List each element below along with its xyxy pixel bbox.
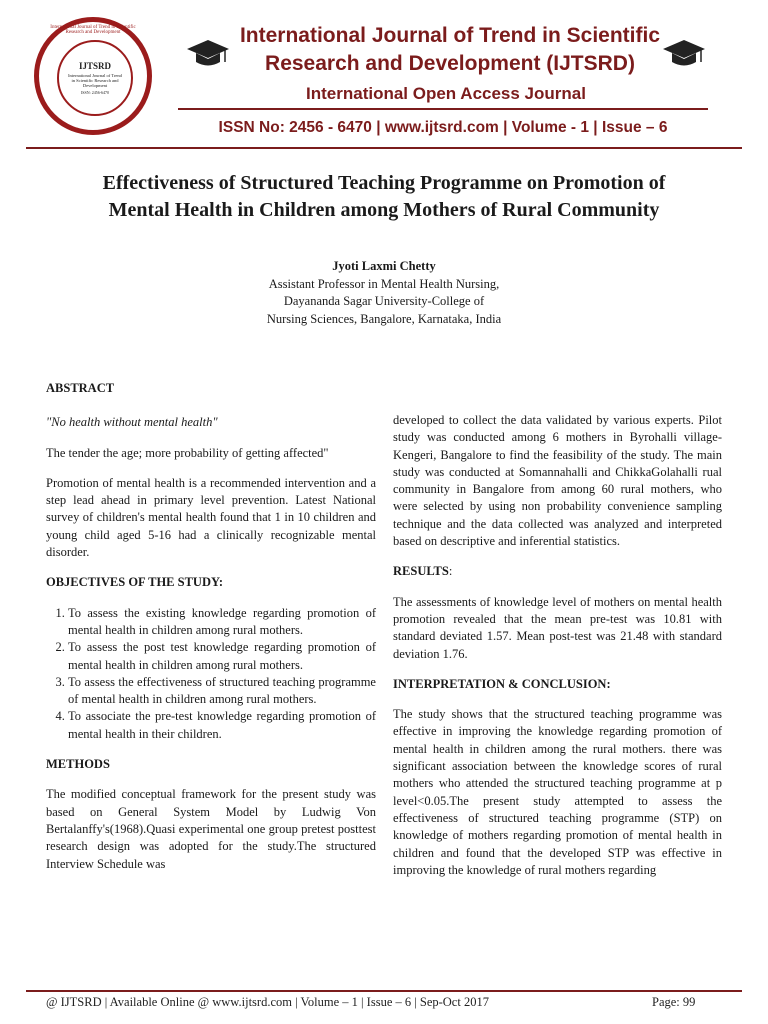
objective-item: 4. To associate the pre-test knowledge regarding promotion of mental health in their children. bbox=[68, 708, 376, 743]
open-access-label: International Open Access Journal bbox=[306, 84, 586, 103]
logo-ring-text: International Journal of Trend in Scientific Research and Development bbox=[50, 25, 136, 35]
title-line1: Effectiveness of Structured Teaching Programme on Promotion of bbox=[102, 172, 666, 194]
affiliation-line2: Dayananda Sagar University-College of bbox=[283, 294, 485, 308]
left-column bbox=[46, 380, 376, 873]
results-colon: : bbox=[448, 564, 453, 579]
abstract-paragraph-1: The tender the age; more probability of getting affected" bbox=[46, 445, 329, 460]
objective-item: 2. To assess the post test knowledge regarding promotion of mental health in children among rural mothers. bbox=[68, 639, 376, 674]
logo-subtext: International Journal of Trend in Scientific Research and Development bbox=[68, 73, 122, 88]
header-bottom-divider bbox=[26, 147, 742, 149]
results-text: The assessments of knowledge level of mothers on mental health promotion revealed that the mean pre-test was 10.81 with standard deviated 1.57. Mean post-test was 21.48 with standard deviation 1.76. bbox=[393, 594, 722, 661]
objectives-list bbox=[46, 605, 376, 743]
results-heading: RESULTS bbox=[393, 564, 449, 579]
paper-title bbox=[30, 170, 738, 224]
methods-continued: developed to collect the data validated by various experts. Pilot study was conducted among 6 mothers in Byrohalli village-Kengeri, Bangalore to find the feasibility of the study. The main study was conducted at Somannahalli and ChikkaGolahalli rual community in Bangalore from among 60 rural mothers, who were selected by using non probability convenience sampling technique and the data collected was analyzed and interpreted based on descriptive and inferential statistics. bbox=[393, 413, 722, 549]
objective-item: 3. To assess the effectiveness of structured teaching programme of mental health in children among rural mothers. bbox=[68, 674, 376, 709]
header-divider bbox=[178, 108, 708, 110]
logo-acronym: IJTSRD bbox=[78, 61, 111, 71]
author-block bbox=[184, 258, 584, 328]
right-column bbox=[393, 412, 722, 879]
interpretation-text: The study shows that the structured teaching programme was effective in improving the knowledge regarding promotion of mental health in children among the rural mothers. there was significant association between the knowledge scores of rural mothers who attended the structured teaching programme at p level<0.05.The present study attempted to assess the effectiveness of structured teaching programme (STP) on knowledge of mothers regarding promotion of mental health in children and found that the developed STP was effective in improving the knowledge of rural mothers regarding bbox=[393, 707, 722, 877]
logo-inner bbox=[57, 40, 133, 116]
journal-name-line1: International Journal of Trend in Scientific bbox=[239, 24, 661, 47]
methods-heading: METHODS bbox=[46, 757, 110, 772]
issn-line: ISSN No: 2456 - 6470 | www.ijtsrd.com | Volume - 1 | Issue – 6 bbox=[218, 119, 668, 136]
objectives-heading: OBJECTIVES OF THE STUDY: bbox=[46, 575, 224, 590]
affiliation-line3: Nursing Sciences, Bangalore, Karnataka, India bbox=[266, 311, 502, 326]
author-name: Jyoti Laxmi Chetty bbox=[332, 259, 436, 273]
logo-issn: ISSN: 2456-6470 bbox=[80, 90, 110, 95]
footer-divider bbox=[26, 990, 742, 992]
objective-item: 1. To assess the existing knowledge regarding promotion of mental health in children among rural mothers. bbox=[68, 605, 376, 640]
journal-logo bbox=[34, 17, 152, 135]
affiliation-line1: Assistant Professor in Mental Health Nursing, bbox=[268, 276, 500, 291]
title-line2: Mental Health in Children among Mothers of Rural Community bbox=[108, 199, 660, 221]
methods-text: The modified conceptual framework for the present study was based on General System Model by Ludwig Von Bertalanffy's(1968).Quasi experimental one group pretest posttest research design was adopted for the study.The structured Interview Schedule was bbox=[46, 787, 376, 871]
page-number: Page: 99 bbox=[652, 995, 696, 1009]
abstract-quote: "No health without mental health" bbox=[46, 415, 218, 430]
abstract-paragraph-2: Promotion of mental health is a recommended intervention and a step lead ahead in primary level prevention. Latest National survey of children's mental health found that 1 in 10 children and young child aged 5-16 had a clinically recognizable mental disorder. bbox=[46, 475, 376, 560]
abstract-heading: ABSTRACT bbox=[46, 381, 115, 395]
journal-name-line2: Research and Development (IJTSRD) bbox=[265, 52, 635, 75]
interpretation-heading: INTERPRETATION & CONCLUSION: bbox=[393, 676, 611, 691]
footer-citation: @ IJTSRD | Available Online @ www.ijtsrd.com | Volume – 1 | Issue – 6 | Sep-Oct 2017 bbox=[46, 995, 489, 1009]
